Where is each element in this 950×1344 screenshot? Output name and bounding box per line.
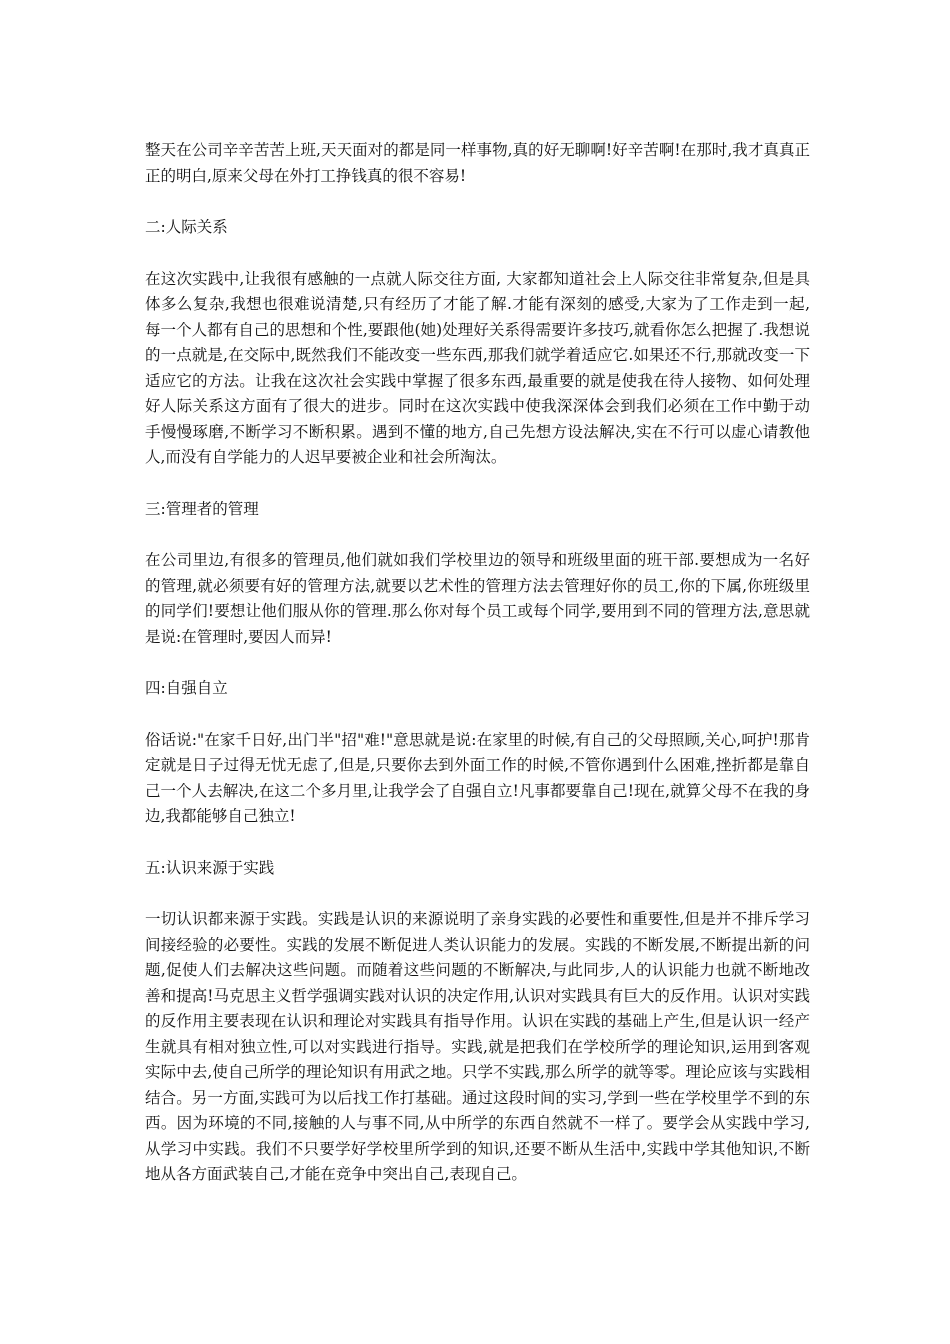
interpersonal-paragraph: 在这次实践中,让我很有感触的一点就人际交往方面, 大家都知道社会上人际交往非常复杂,但是具体多么复杂,我想也很难说清楚,只有经历了才能了解.才能有深刻的感受,大家为了工作走到一起, 每一个人都有自己的思想和个性,要跟他(她)处理好关系得需要许多技巧,就看你怎么把握了.我想说的一点就是,在交际中,既然我们不能改变一些东西,那我们就学着适应它.如果还不行,那就改变一下适应它的方法。让我在这次社会实践中掌握了很多东西,最重要的就是使我在待人接物、如何处理好人际关系这方面有了很大的进步。同时在这次实践中使我深深体会到我们必须在工作中勤于动手慢慢琢磨,不断学习不断积累。遇到不懂的地方,自己先想方设法解决,实在不行可以虚心请教他人,而没有自学能力的人迟早要被企业和社会所淘汰。 bbox=[145, 269, 810, 466]
management-paragraph: 在公司里边,有很多的管理员,他们就如我们学校里边的领导和班级里面的班干部.要想成为一名好的管理,就必须要有好的管理方法,就要以艺术性的管理方法去管理好你的员工,你的下属,你班级里的同学们!要想让他们服从你的管理.那么你对每个员工或每个同学,要用到不同的管理方法,意思就是说:在管理时,要因人而异! bbox=[145, 551, 810, 646]
section-heading-practice: 五:认识来源于实践 bbox=[145, 858, 275, 877]
section-heading-self-reliance: 四:自强自立 bbox=[145, 679, 228, 697]
practice-paragraph: 一切认识都来源于实践。实践是认识的来源说明了亲身实践的必要性和重要性,但是并不排斥学习间接经验的必要性。实践的发展不断促进人类认识能力的发展。实践的不断发展,不断提出新的问题,促使人们去解决这些问题。而随着这些问题的不断解决,与此同步,人的认识能力也就不断地改善和提高!马克思主义哲学强调实践对认识的决定作用,认识对实践具有巨大的反作用。认识对实践的反作用主要表现在认识和理论对实践具有指导作用。认识在实践的基础上产生,但是认识一经产生就具有相对独立性,可以对实践进行指导。实践,就是把我们在学校所学的理论知识,运用到客观实际中去,使自己所学的理论知识有用武之地。只学不实践,那么所学的就等零。理论应该与实践相结合。另一方面,实践可为以后找工作打基础。通过这段时间的实习,学到一些在学校里学不到的东西。因为环境的不同,接触的人与事不同,从中所学的东西自然就不一样了。要学会从实践中学习,从学习中实践。我们不只要学好学校里所学到的知识,还要不断从生活中,实践中学其他知识,不断地从各方面武装自己,才能在竞争中突出自己,表现自己。 bbox=[145, 910, 810, 1183]
intro-paragraph: 整天在公司辛辛苦苦上班,天天面对的都是同一样事物,真的好无聊啊!好辛苦啊!在那时,我才真真正正的明白,原来父母在外打工挣钱真的很不容易! bbox=[145, 141, 810, 185]
section-heading-management: 三:管理者的管理 bbox=[145, 499, 259, 518]
self-reliance-paragraph: 俗话说:"在家千日好,出门半"招"难!"意思就是说:在家里的时候,有自己的父母照顾,关心,呵护!那肯定就是日子过得无忧无虑了,但是,只要你去到外面工作的时候,不管你遇到什么困难,挫折都是靠自己一个人去解决,在这二个多月里,让我学会了自强自立!凡事都要靠自己!现在,就算父母不在我的身边,我都能够自己独立! bbox=[145, 730, 810, 825]
document-body bbox=[145, 138, 810, 1188]
section-heading-interpersonal: 二:人际关系 bbox=[145, 218, 228, 236]
